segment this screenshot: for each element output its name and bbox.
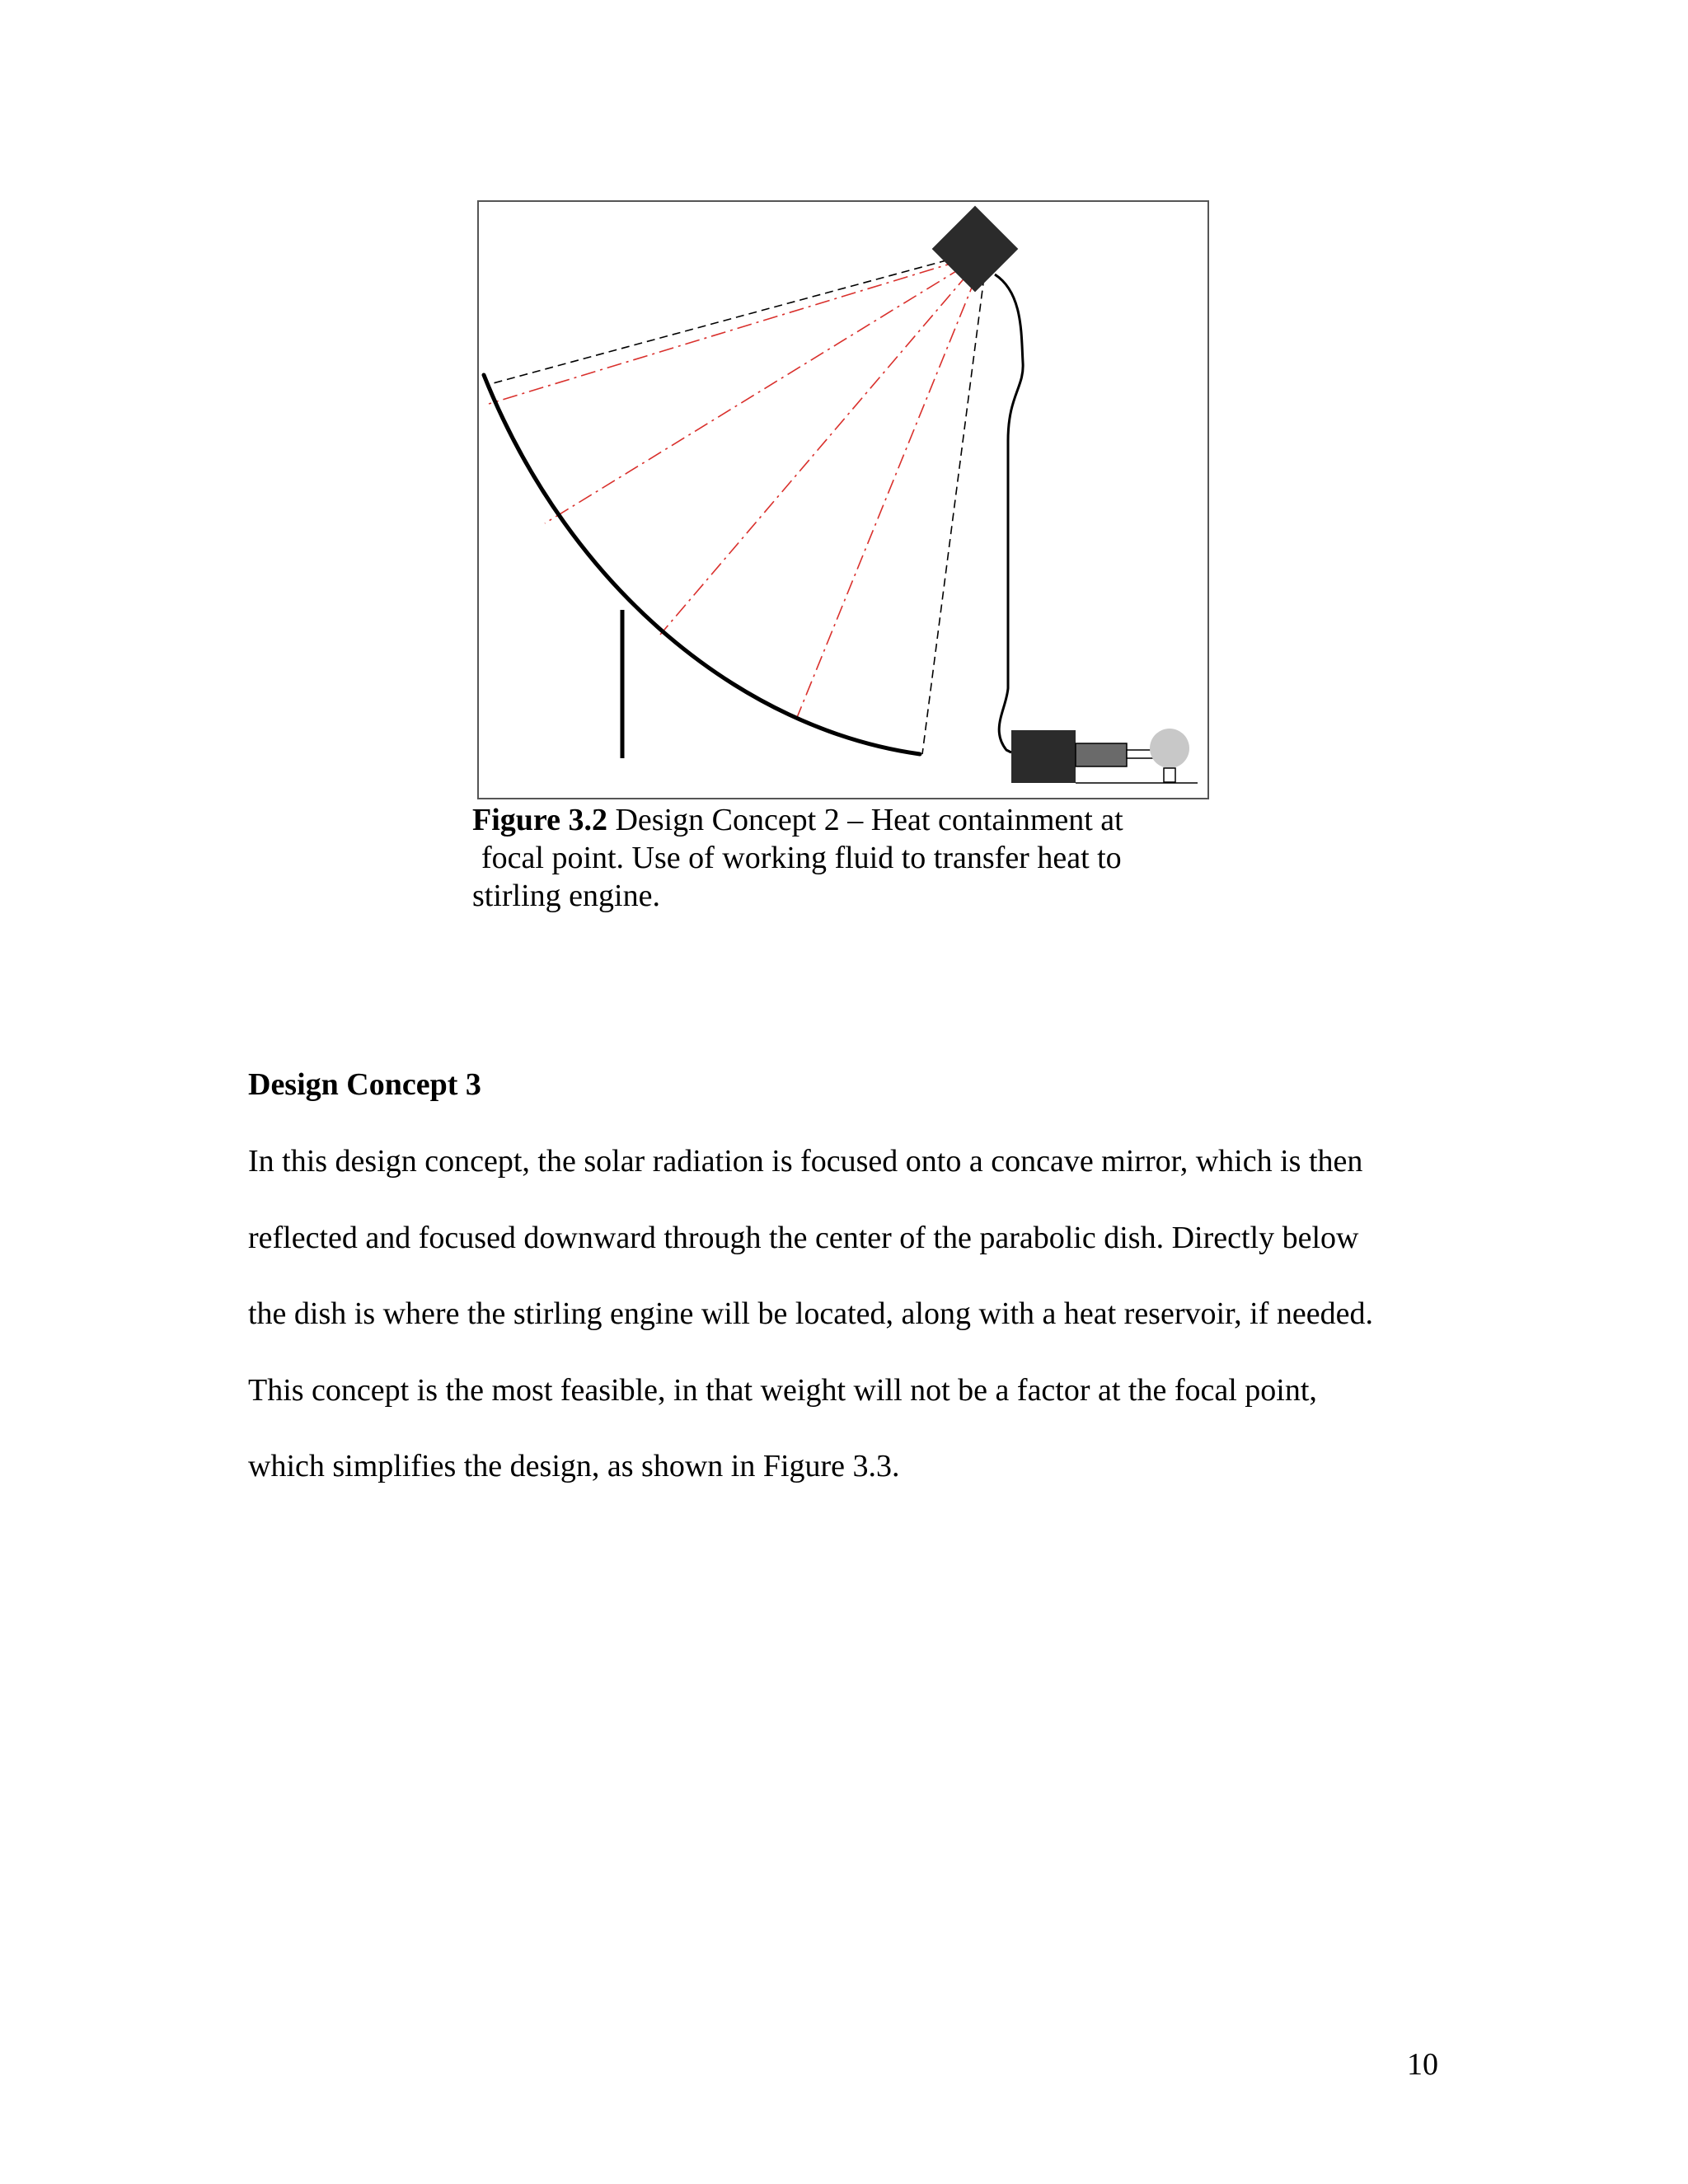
paragraph-line: which simplifies the design, as shown in Figure 3.3. [248,1449,900,1483]
caption-line-2: focal point. Use of working fluid to transfer heat to [481,841,1122,875]
paragraph-line: reflected and focused downward through the center of the parabolic dish. Directly below [248,1220,1359,1255]
reflected-ray [545,253,986,523]
page-number: 10 [1407,2047,1438,2082]
parabolic-dish [484,375,920,754]
reflected-rays [489,253,986,719]
generator-bulb-icon [1150,729,1189,768]
caption-line-1 [472,801,1214,839]
caption-text-1: Design Concept 2 – Heat containment at [607,803,1123,837]
generator-stand [1164,768,1175,782]
section-heading: Design Concept 3 [248,1067,481,1102]
reflected-ray [796,253,986,719]
stirling-engine-cylinder [1076,743,1127,766]
reflected-ray [489,253,986,404]
receiver-block [932,206,1019,293]
paragraph-line: the dish is where the stirling engine will be located, along with a heat reservoir, if needed. [248,1296,1373,1331]
reflected-ray [660,253,986,635]
stirling-engine-body [1011,730,1076,783]
working-fluid-tube [995,274,1023,752]
paragraph-line: This concept is the most feasible, in that weight will not be a factor at the focal point, [248,1372,1317,1408]
design-concept-2-drawing [479,202,1207,798]
edge-ray-right [922,251,987,754]
figure-label: Figure 3.2 [472,803,607,837]
caption-line-3: stirling engine. [472,879,660,913]
edge-ray-left [487,250,986,385]
figure-3-2-diagram [477,200,1209,799]
body-paragraph [248,1142,1451,1524]
paragraph-line: In this design concept, the solar radiation is focused onto a concave mirror, which is then [248,1144,1363,1179]
figure-caption [472,801,1214,915]
